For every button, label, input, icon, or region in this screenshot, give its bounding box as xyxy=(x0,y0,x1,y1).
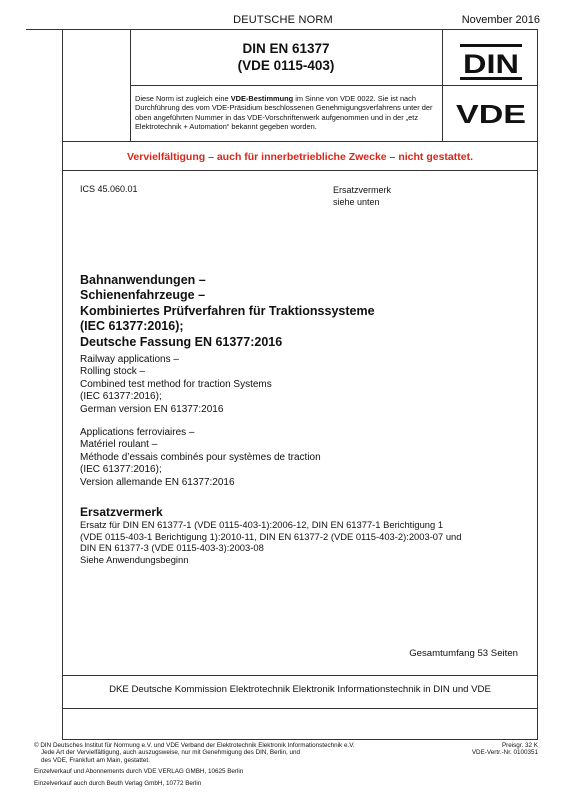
dke-top-rule xyxy=(62,675,538,676)
title-english-line: Rolling stock – xyxy=(80,366,146,378)
vde-note-text-2: im Sinne von VDE 0022. Sie ist nach Durchführung des vom VDE-Präsidium beschlossenen Genehmigungsverfahrens unter der oben angeführten Nummer in das VDE-Vorschriftenwerk aufgenommen und in der „etz Elektrotechnik + Automation“ bekannt gegeben worden. xyxy=(135,94,433,132)
right-column-divider xyxy=(442,30,443,142)
norm-title-box xyxy=(130,40,442,74)
title-german-line: Schienenfahrzeuge – xyxy=(80,288,206,303)
ersatzvermerk-line: Ersatz für DIN EN 61377-1 (VDE 0115-403-1):2006-12, DIN EN 61377-1 Berichtigung 1 xyxy=(80,519,444,530)
ersatz-reference xyxy=(333,184,391,208)
footer-vertrieb-2: Einzelverkauf auch durch Beuth Verlag GmbH, 10772 Berlin xyxy=(34,780,202,787)
footer-copyright-line: des VDE, Frankfurt am Main, gestattet. xyxy=(41,756,150,764)
title-french-line: Méthode d’essais combinés pour systèmes de traction xyxy=(80,451,321,463)
vde-note-text-1: Diese Norm ist zugleich eine xyxy=(135,94,231,103)
ersatz-reference-line2: siehe unten xyxy=(333,197,380,207)
title-german-line: (IEC 61377:2016); xyxy=(80,319,184,334)
footer-copyright xyxy=(34,742,414,764)
title-french-line: Version allemande EN 61377:2016 xyxy=(80,476,235,488)
header-date: November 2016 xyxy=(461,14,540,26)
header-label: DEUTSCHE NORM xyxy=(233,14,333,26)
title-german-line: Bahnanwendungen – xyxy=(80,273,206,287)
vde-note-bold: VDE-Bestimmung xyxy=(230,94,294,103)
footer-copyright-line: Jede Art der Vervielfältigung, auch auszugsweise, nur mit Genehmigung des DIN, Berlin, und xyxy=(41,749,301,757)
footer-price-block xyxy=(472,742,538,757)
title-french xyxy=(80,427,520,489)
footer-copyright-line: © DIN Deutsches Institut für Normung e.V. und VDE Verband der Elektrotechnik Elektronik Informationstechnik e.V. xyxy=(34,742,355,749)
ersatzvermerk-body xyxy=(80,519,525,565)
price-group: Preisgr. 32 K xyxy=(501,742,538,749)
din-logo-text: DIN xyxy=(463,49,519,79)
title-french-line: (IEC 61377:2016); xyxy=(80,464,162,476)
warning-divider xyxy=(62,170,538,171)
title-english-line: German version EN 61377:2016 xyxy=(80,403,224,415)
title-english-line: Railway applications – xyxy=(80,354,179,365)
vde-note xyxy=(135,94,437,132)
reproduction-warning: Vervielfältigung – auch für innerbetriebliche Zwecke – nicht gestattet. xyxy=(126,151,473,163)
total-pages: Gesamtumfang 53 Seiten xyxy=(409,648,518,659)
dke-line: DKE Deutsche Kommission Elektrotechnik Elektronik Informationstechnik in DIN und VDE xyxy=(109,684,491,695)
ersatzvermerk-line: Siehe Anwendungsbeginn xyxy=(80,553,189,565)
title-french-line: Matériel roulant – xyxy=(80,439,158,451)
title-english-line: Combined test method for traction Systems xyxy=(80,378,272,390)
norm-number: DIN EN 61377 xyxy=(242,41,330,56)
header-box-bottom xyxy=(62,141,538,142)
title-german-line: Kombiniertes Prüfverfahren für Traktionssysteme xyxy=(80,303,375,318)
ersatz-reference-line1: Ersatzvermerk xyxy=(333,185,392,195)
title-french-line: Applications ferroviaires – xyxy=(80,427,195,438)
vde-logo xyxy=(451,98,531,128)
vde-number: (VDE 0115-403) xyxy=(237,58,335,73)
ersatzvermerk-line: (VDE 0115-403-1 Berichtigung 1):2010-11, DIN EN 61377-2 (VDE 0115-403-2):2003-07 und xyxy=(80,530,462,542)
footer-vertrieb-1: Einzelverkauf und Abonnements durch VDE VERLAG GMBH, 10625 Berlin xyxy=(34,768,244,775)
dke-bottom-rule xyxy=(62,708,538,709)
title-german-line: Deutsche Fassung EN 61377:2016 xyxy=(80,334,283,349)
vde-logo-text: VDE xyxy=(456,99,526,128)
title-english-line: (IEC 61377:2016); xyxy=(80,391,162,403)
ersatzvermerk-heading: Ersatzvermerk xyxy=(80,505,163,519)
title-german xyxy=(80,273,520,350)
din-logo xyxy=(451,42,531,82)
ersatzvermerk-line: DIN EN 61377-3 (VDE 0115-403-3):2003-08 xyxy=(80,542,264,554)
ics-code: ICS 45.060.01 xyxy=(80,184,138,194)
vde-vertr-nr: VDE-Vertr.-Nr. 0100351 xyxy=(471,749,538,757)
title-box-divider xyxy=(130,85,538,86)
title-english xyxy=(80,354,520,416)
